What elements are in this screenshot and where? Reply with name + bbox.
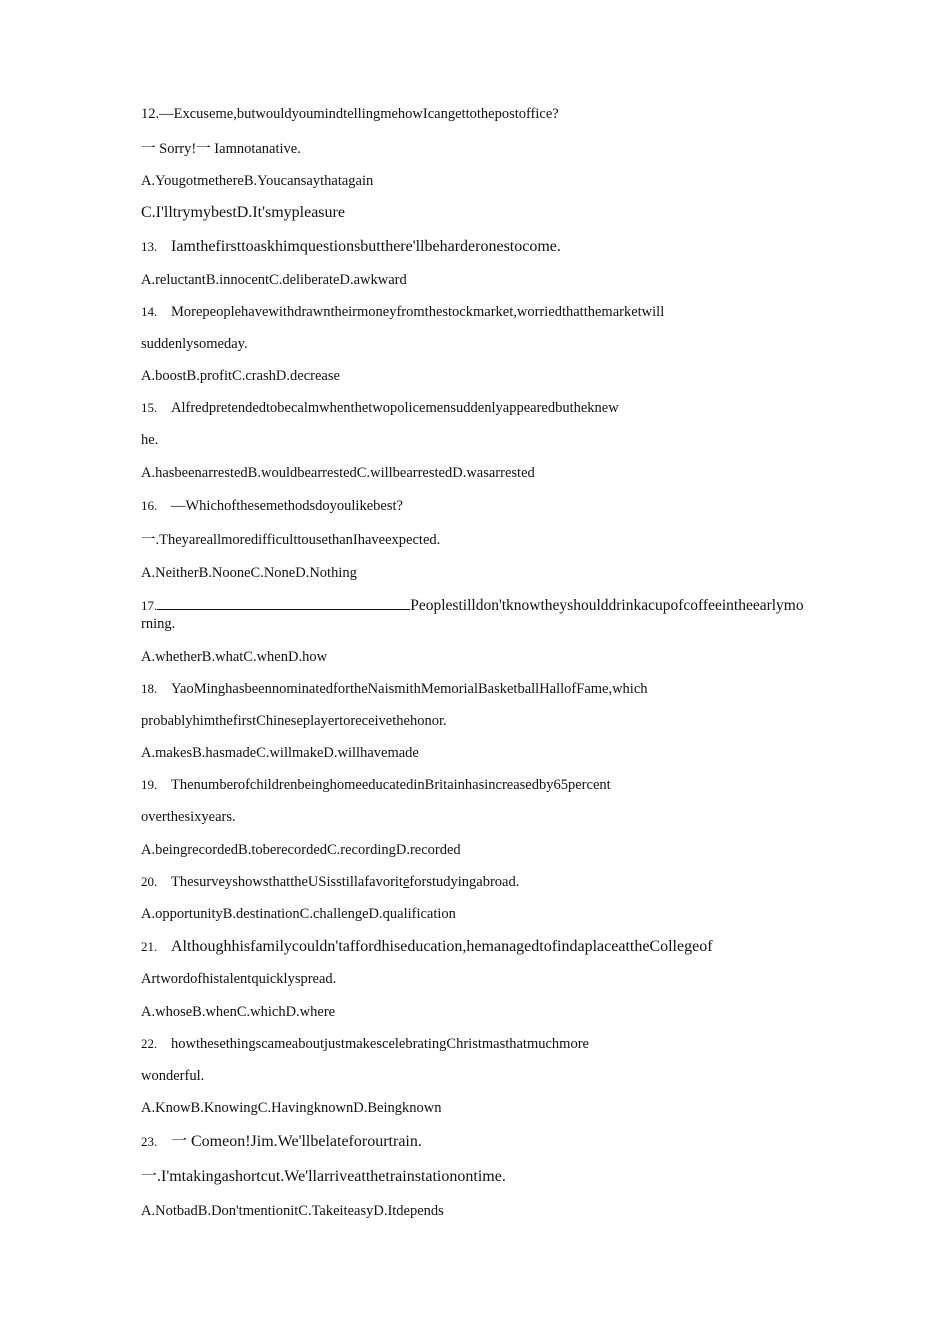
q13-stem: Iamthefirsttoaskhimquestionsbutthere'llbeharderonestocome. bbox=[171, 238, 561, 255]
q13-options: A.reluctantB.innocentC.deliberateD.awkward bbox=[141, 272, 407, 288]
q19-line bbox=[141, 776, 611, 794]
q16-line bbox=[141, 497, 403, 515]
q12-options-ab: A.YougotmethereB.Youcansaythatagain bbox=[141, 173, 374, 189]
q23-stem: 一 Comeon!Jim.We'llbelateforourtrain. bbox=[171, 1133, 422, 1150]
q23-line bbox=[141, 1133, 422, 1151]
q18-options: A.makesB.hasmadeC.willmakeD.willhavemade bbox=[141, 745, 419, 761]
q23-number: 23. bbox=[141, 1134, 158, 1149]
q18-cont: probablyhimthefirstChineseplayertoreceivethehonor. bbox=[141, 713, 447, 729]
q15-stem: Alfredpretendedtobecalmwhenthetwopolicemensuddenlyappearedbutheknew bbox=[171, 400, 619, 416]
q20-number: 20. bbox=[141, 874, 158, 889]
q12-stem: 12.—Excuseme,butwouldyoumindtellingmehowIcangettothepostoffice? bbox=[141, 106, 559, 122]
q17-answer-blank bbox=[157, 597, 410, 610]
q22-number: 22. bbox=[141, 1036, 158, 1051]
q21-options: A.whoseB.whenC.whichD.where bbox=[141, 1004, 336, 1020]
q15-line bbox=[141, 399, 619, 417]
q19-stem: ThenumberofchildrenbeinghomeeducatedinBritainhasincreasedby65percent bbox=[171, 777, 611, 793]
q14-stem: Morepeoplehavewithdrawntheirmoneyfromthestockmarket,worriedthatthemarketwill bbox=[171, 304, 665, 320]
q21-cont: Artwordofhistalentquicklyspread. bbox=[141, 971, 337, 987]
q17-cont: rning. bbox=[141, 616, 176, 632]
q19-cont: overthesixyears. bbox=[141, 809, 236, 825]
q18-stem: YaoMinghasbeennominatedfortheNaismithMemorialBasketballHallofFame,which bbox=[171, 681, 648, 697]
q20-stem-b: forstudyingabroad. bbox=[409, 874, 520, 890]
q23-reply: 一.I'mtakingashortcut.We'llarriveatthetrainstationontime. bbox=[141, 1168, 506, 1185]
q17-line bbox=[141, 597, 804, 615]
q12-reply: 一 Sorry!一 Iamnotanative. bbox=[141, 141, 301, 157]
q15-options: A.hasbeenarrestedB.wouldbearrestedC.willbearrestedD.wasarrested bbox=[141, 465, 535, 481]
q19-options: A.beingrecordedB.toberecordedC.recordingD.recorded bbox=[141, 842, 461, 858]
q15-number: 15. bbox=[141, 400, 158, 415]
q12-options-cd: C.I'lltrymybestD.It'smypleasure bbox=[141, 204, 345, 221]
q22-stem: howthesethingscameaboutjustmakescelebratingChristmasthatmuchmore bbox=[171, 1036, 589, 1052]
q13-number: 13. bbox=[141, 239, 158, 254]
q14-cont: suddenlysomeday. bbox=[141, 336, 248, 352]
q17-options: A.whetherB.whatC.whenD.how bbox=[141, 649, 328, 665]
q23-options: A.NotbadB.Don'tmentionitC.TakeiteasyD.Itdepends bbox=[141, 1203, 444, 1219]
q14-options: A.boostB.profitC.crashD.decrease bbox=[141, 368, 340, 384]
q13-line bbox=[141, 238, 561, 256]
q16-options: A.NeitherB.NooneC.NoneD.Nothing bbox=[141, 565, 357, 581]
q21-line bbox=[141, 938, 713, 956]
q21-stem: Althoughhisfamilycouldn'taffordhiseducation,hemanagedtofindaplaceattheCollegeof bbox=[171, 938, 713, 955]
q21-number: 21. bbox=[141, 939, 158, 954]
q20-stem-underlined: e bbox=[402, 874, 410, 890]
q16-number: 16. bbox=[141, 498, 158, 513]
q20-stem-a: ThesurveyshowsthattheUSisstillafavorit bbox=[171, 874, 403, 890]
q17-number: 17. bbox=[141, 598, 158, 613]
q20-line bbox=[141, 873, 519, 891]
q22-line bbox=[141, 1035, 589, 1053]
q14-number: 14. bbox=[141, 304, 158, 319]
q22-cont: wonderful. bbox=[141, 1068, 205, 1084]
q14-line bbox=[141, 303, 664, 321]
q19-number: 19. bbox=[141, 777, 158, 792]
q18-line bbox=[141, 680, 648, 698]
q22-options: A.KnowB.KnowingC.HavingknownD.Beingknown bbox=[141, 1100, 442, 1116]
q16-stem: —Whichofthesemethodsdoyoulikebest? bbox=[171, 498, 403, 514]
q18-number: 18. bbox=[141, 681, 158, 696]
q15-cont: he. bbox=[141, 432, 159, 448]
q16-reply: 一.TheyareallmoredifficulttousethanIhaveexpected. bbox=[141, 532, 441, 548]
q20-options: A.opportunityB.destinationC.challengeD.qualification bbox=[141, 906, 456, 922]
q17-stem: Peoplestilldon'tknowtheyshoulddrinkacupofcoffeeintheearlymo bbox=[410, 597, 804, 614]
